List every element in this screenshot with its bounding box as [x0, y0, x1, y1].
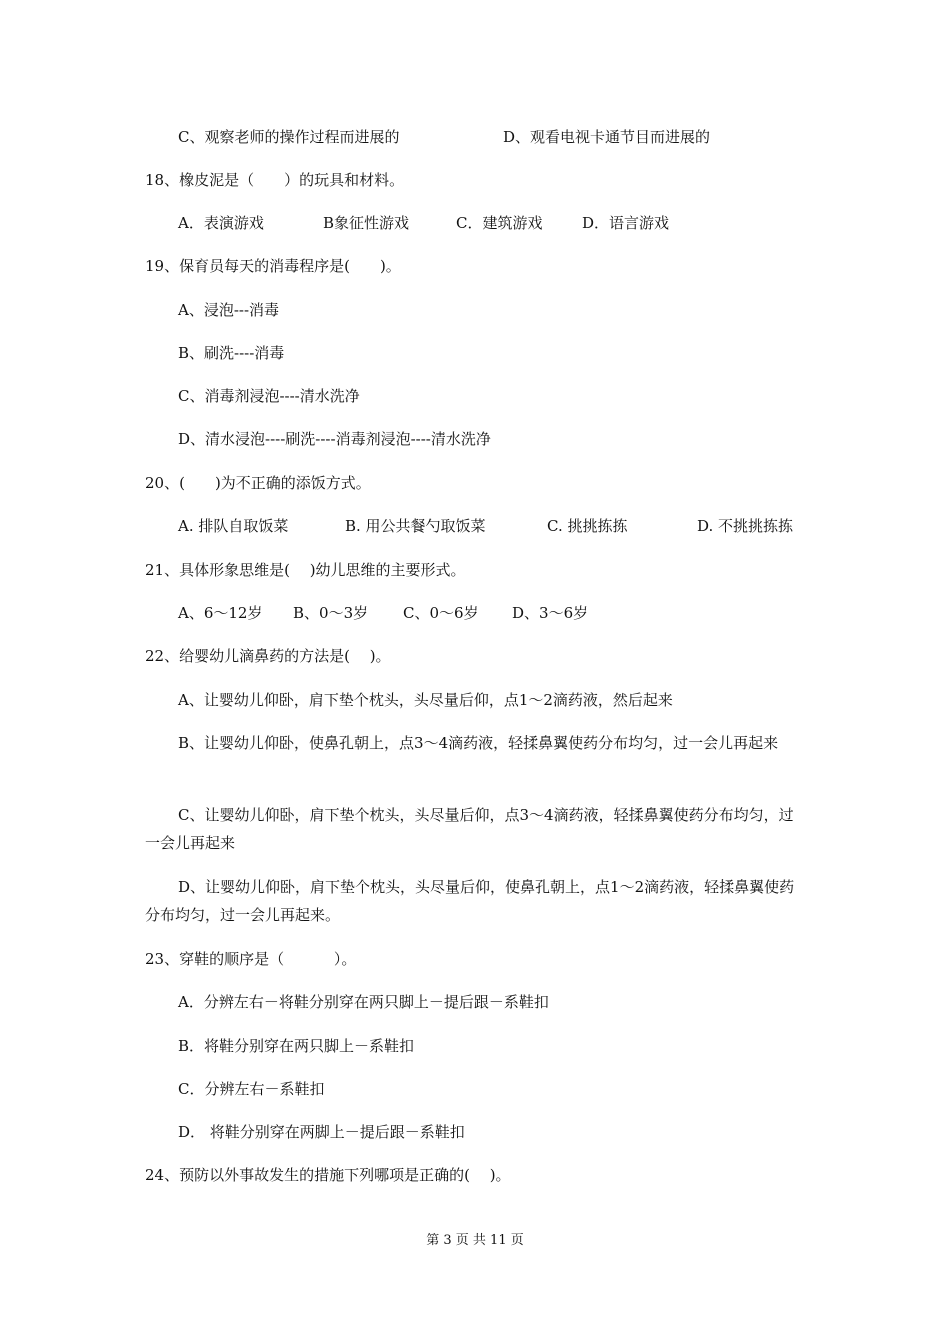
q18-option-d: D．语言游戏 — [582, 214, 670, 232]
q19-option-c: C、消毒剂浸泡----清水洗净 — [178, 387, 360, 405]
q17-option-c: C、观察老师的操作过程而进展的 — [178, 128, 400, 146]
q19-option-d: D、清水浸泡----刷洗----消毒剂浸泡----清水洗净 — [178, 430, 491, 448]
q18-stem: 18、橡皮泥是（ ）的玩具和材料。 — [145, 171, 405, 189]
q20-option-c: C. 挑挑拣拣 — [547, 517, 628, 535]
q20-option-b: B. 用公共餐勺取饭菜 — [345, 517, 486, 535]
q21-stem: 21、具体形象思维是( )幼儿思维的主要形式。 — [145, 561, 466, 579]
q20-option-a: A. 排队自取饭菜 — [178, 517, 289, 535]
q23-option-b: B．将鞋分别穿在两只脚上－系鞋扣 — [178, 1037, 415, 1055]
q24-stem: 24、预防以外事故发生的措施下列哪项是正确的( )。 — [145, 1166, 511, 1184]
q18-option-b: B象征性游戏 — [323, 214, 410, 232]
q22-option-c: C、让婴幼儿仰卧，肩下垫个枕头，头尽量后仰，点3～4滴药液，轻揉鼻翼使药分布均匀，过一会儿再起来 — [145, 806, 794, 852]
q22-option-b: B、让婴幼儿仰卧，使鼻孔朝上，点3～4滴药液，轻揉鼻翼使药分布均匀，过一会儿再起来 — [178, 734, 779, 752]
q21-option-b: B、0～3岁 — [293, 604, 369, 622]
q21-option-c: C、0～6岁 — [403, 604, 479, 622]
q19-stem: 19、保育员每天的消毒程序是( )。 — [145, 257, 401, 275]
q21-option-d: D、3～6岁 — [512, 604, 589, 622]
q19-option-b: B、刷洗----消毒 — [178, 344, 285, 362]
q19-option-a: A、浸泡---消毒 — [178, 301, 280, 319]
q22-stem: 22、给婴幼儿滴鼻药的方法是( )。 — [145, 647, 391, 665]
q21-option-a: A、6～12岁 — [178, 604, 263, 622]
q23-option-a: A．分辨左右－将鞋分别穿在两只脚上－提后跟－系鞋扣 — [178, 993, 549, 1011]
q22-option-a: A、让婴幼儿仰卧，肩下垫个枕头，头尽量后仰，点1～2滴药液，然后起来 — [178, 691, 673, 709]
q23-option-d: D． 将鞋分别穿在两脚上－提后跟－系鞋扣 — [178, 1123, 465, 1141]
q23-option-c: C．分辨左右－系鞋扣 — [178, 1080, 325, 1098]
q22-option-d: D、让婴幼儿仰卧，肩下垫个枕头，头尽量后仰，使鼻孔朝上，点1～2滴药液，轻揉鼻翼使药分布均匀，过一会儿再起来。 — [145, 878, 795, 924]
q17-option-d: D、观看电视卡通节目而进展的 — [503, 128, 711, 146]
q23-stem: 23、穿鞋的顺序是（ ）。 — [145, 950, 357, 968]
page-footer: 第 3 页 共 11 页 — [426, 1233, 524, 1248]
q20-stem: 20、( )为不正确的添饭方式。 — [145, 474, 371, 492]
q18-option-c: C．建筑游戏 — [456, 214, 543, 232]
q18-option-a: A．表演游戏 — [178, 214, 264, 232]
q20-option-d: D. 不挑挑拣拣 — [697, 517, 794, 535]
